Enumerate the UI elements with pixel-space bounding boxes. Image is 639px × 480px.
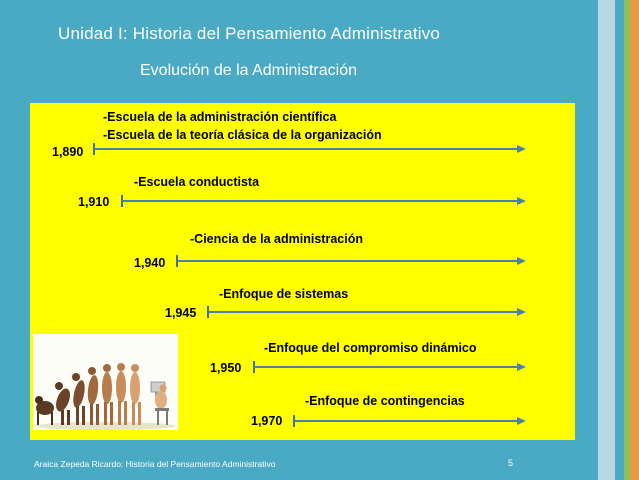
timeline-label: -Enfoque de sistemas [219, 287, 349, 301]
timeline-label: -Escuela de la teoría clásica de la organización [103, 128, 382, 142]
timeline-year: 1,910 [78, 195, 110, 209]
footer-text: Araica Zepeda Ricardo: Historia del Pensamiento Administrativo [34, 459, 276, 469]
arrowhead-icon [517, 363, 526, 371]
timeline-arrow-line [208, 311, 518, 313]
slide-title: Unidad I: Historia del Pensamiento Administrativo [58, 24, 441, 43]
right-stripe-light [598, 0, 615, 480]
timeline-arrow-line [177, 260, 518, 262]
timeline-label: -Enfoque de contingencias [305, 394, 465, 408]
slide-subtitle: Evolución de la Administración [140, 62, 358, 79]
arrowhead-icon [517, 417, 526, 425]
timeline-label: -Escuela conductista [134, 175, 260, 189]
arrowhead-icon [517, 257, 526, 265]
timeline-label: -Enfoque del compromiso dinámico [264, 341, 477, 355]
timeline-year: 1,945 [165, 306, 197, 320]
human-evolution-icon [33, 334, 178, 430]
timeline-label: -Ciencia de la administración [190, 232, 363, 246]
arrowhead-icon [517, 145, 526, 153]
timeline-year: 1,950 [210, 361, 242, 375]
timeline-year: 1,890 [52, 145, 84, 159]
timeline-arrow-line [254, 366, 518, 368]
timeline-year: 1,970 [251, 414, 283, 428]
timeline-arrow-line [122, 200, 518, 202]
timeline-arrow-line [94, 148, 518, 150]
right-stripe-orange [630, 0, 639, 480]
right-stripe-blue [615, 0, 624, 480]
timeline-label: -Escuela de la administración científica [103, 110, 337, 124]
timeline-arrow-line [294, 420, 518, 422]
page-number: 5 [508, 458, 514, 468]
timeline-year: 1,940 [134, 256, 166, 270]
arrowhead-icon [517, 308, 526, 316]
arrowhead-icon [517, 197, 526, 205]
